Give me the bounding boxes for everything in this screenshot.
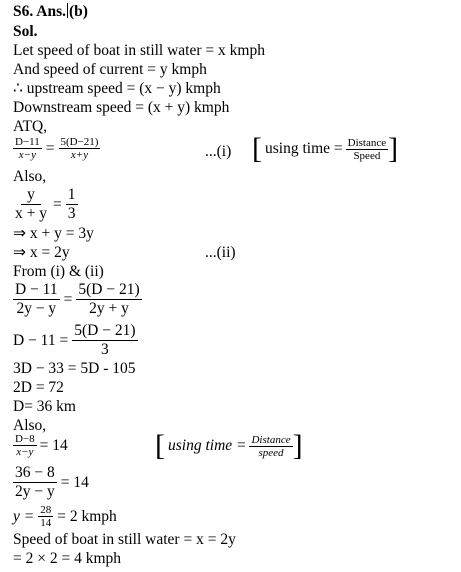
note2-num: Distance [251,433,291,446]
solution-label: Sol. [13,23,38,40]
line-downstream: Downstream speed = (x + y) kmph [13,99,230,116]
eq5-right: = 14 [60,473,89,491]
eq1-left-den: x−y [18,149,36,161]
line-atq: ATQ, [13,118,48,135]
ratio-left-den: x + y [15,205,47,222]
eq4-den: x−y [16,446,34,458]
note1-fraction [346,137,388,162]
note2-den: speed [258,446,284,459]
text-cursor [67,3,68,18]
answer-heading [13,3,88,21]
eq2-right-fraction [76,281,141,318]
answer-option: (b) [69,3,88,20]
eq1-reference: ...(i) [205,143,232,160]
ratio-right-fraction [66,186,78,223]
note1-num: Distance [347,136,387,149]
eq2-reference: ...(ii) [205,244,236,261]
line-boat-speed: Let speed of boat in still water = x kmph [13,42,265,59]
line-x-plus-y: ⇒ x + y = 3y [13,225,94,242]
eq2-right-den: 2y + y [89,300,129,317]
line-2d: 2D = 72 [13,379,64,396]
line-current-speed: And speed of current = y kmph [13,61,207,78]
note-using-time-1: [ using time = $\frac{\text{Distance}}{\text{Speed}}$ ] [252,132,399,165]
eq4-right: = 14 [39,436,68,454]
eq2-left-fraction [13,281,60,318]
equation-6 [13,504,117,529]
eq1-right-den: x+y [70,149,89,161]
eq3-left: D − 11 = [13,331,69,349]
eq5-fraction [13,464,57,501]
note1-text: using time = [265,140,343,157]
eq5-num: 36 − 8 [15,464,55,481]
ratio-right-den: 3 [67,205,76,222]
line-x-equals-2y: ⇒ x = 2y [13,244,70,261]
ratio-left-fraction [13,186,49,223]
eq6-den: 14 [40,517,52,529]
eq1-left-fraction [13,136,42,161]
line-from: From (i) & (ii) [13,263,104,280]
equation-ratio: $\frac{y}{x + y}$ = $\frac{1}{3}$ [15,186,76,222]
ratio-left-num: y [21,186,41,205]
note2-text: using time = [168,437,247,454]
eq4-num: D−8 [15,433,35,445]
eq2-left-num: D − 11 [15,281,58,298]
ratio-right-num: 1 [67,186,76,203]
equation-4 [13,433,68,458]
eq3-den: 3 [100,341,109,358]
eq3-fraction [72,322,137,359]
eq4-fraction [13,433,37,458]
line-d-result: D= 36 km [13,398,76,415]
line-speed-final: Speed of boat in still water = x = 2y [13,531,236,548]
line-also-1: Also, [13,168,47,185]
eq6-num: 28 [40,504,52,516]
eq5-den: 2y − y [15,483,55,500]
note1-den: Speed [353,149,381,162]
equation-2: $\frac{D - 11}{2y - y}$ = $\frac{5(D - 21)}{2y + y}$ [15,281,140,317]
eq6-fraction [38,504,53,529]
eq2-right-num: 5(D − 21) [78,281,140,298]
eq6-left: y = [13,507,35,525]
eq1-right-fraction [59,136,101,161]
line-result: = 2 × 2 = 4 kmph [13,550,122,567]
eq2-left-den: 2y − y [16,300,57,317]
eq3-num: 5(D − 21) [74,322,136,339]
line-upstream: ∴ upstream speed = (x − y) kmph [13,80,221,97]
equation-3 [13,322,138,359]
eq6-right: = 2 kmph [57,507,117,525]
answer-label: S6. Ans. [13,3,66,20]
eq1-left-num: D−11 [15,136,40,148]
note2-fraction [249,434,292,459]
line-also-2: Also, [13,417,47,434]
note-using-time-2: [ using time = $\frac{\text{Distance}}{\text{speed}}$ ] [155,429,303,462]
equation-1: $\frac{D-11}{x-y}$ = $\frac{5(D-21)}{x+y}$ [15,136,99,161]
line-3d: 3D − 33 = 5D - 105 [13,360,136,377]
equation-5 [13,464,89,501]
eq1-right-num: 5(D−21) [60,136,99,148]
